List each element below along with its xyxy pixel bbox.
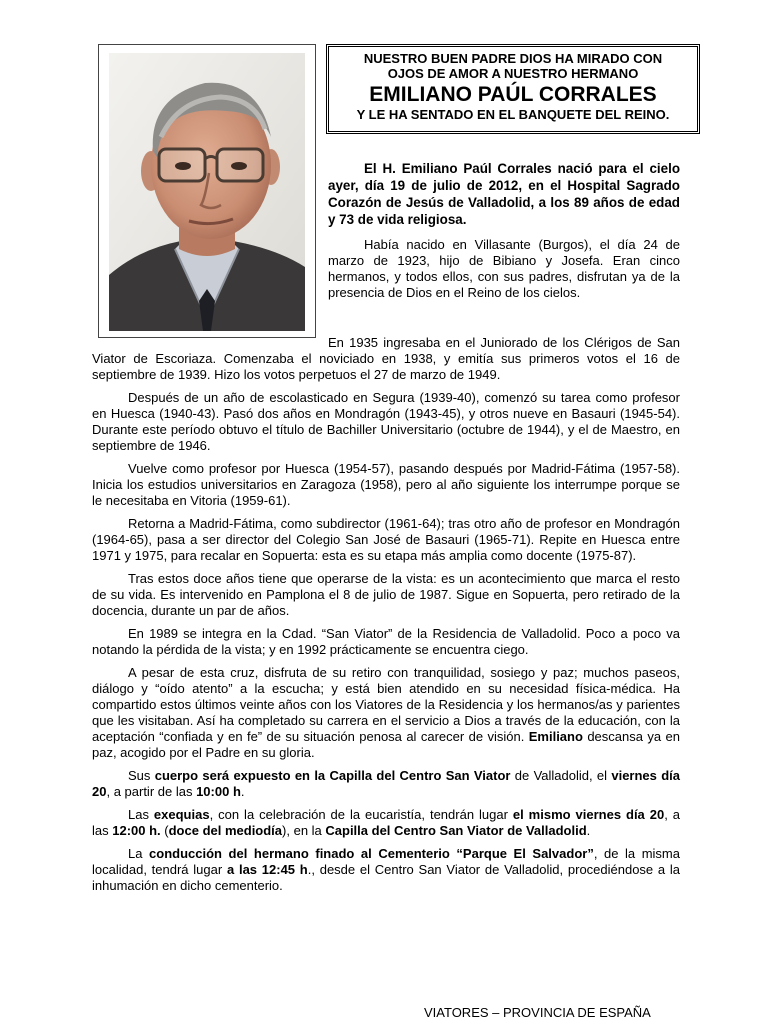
deceased-name: EMILIANO PAÚL CORRALES (369, 82, 657, 106)
madrid-paragraph: Retorna a Madrid-Fátima, como subdirector (1961-64); tras otro año de profesor en Mondragón (1964-65), pasa a ser director del Colegio San José de Basauri (1965-71). Repite en Huesca entre 1971 y 1975, para recalar en Sopuerta: esta es su etapa más amplia como docente (1975-87). (92, 516, 680, 563)
vista-paragraph: Tras estos doce años tiene que operarse de la vista: es un acontecimiento que marca el resto de su vida. Es intervenido en Pamplona el 8 de julio de 1987. Sigue en Sopuerta, pero retirado de la docencia, durante un par de años. (92, 571, 680, 618)
lead-paragraph: El H. Emiliano Paúl Corrales nació para el cielo ayer, día 19 de julio de 2012, en el Hospital Sagrado Corazón de Jesús de Valladolid, a los 89 años de edad y 73 de vida religiosa. (328, 161, 680, 227)
right-column-text (328, 160, 680, 303)
portrait-photo-frame (98, 44, 316, 338)
cruz-paragraph: A pesar de esta cruz, disfruta de su retiro con tranquilidad, sosiego y paz; muchos paseos, diálogo y “oído atento” a la escucha; y está bien atendido en su necesidad física-médica. Ha compartido estos últimos veinte años con los Viatores de la Residencia y los hermanos/as y parientes que les visitaban. Así ha completado su carrera en el servicio a Dios a través de la educación, con la aceptación “confiada y en fe” de su situación penosa al carecer de visión. Emiliano descansa ya en paz, acogido por el Padre en su gloria. (92, 665, 680, 760)
footer-text: VIATORES – PROVINCIA DE ESPAÑA (424, 1005, 651, 1020)
title-line-1: NUESTRO BUEN PADRE DIOS HA MIRADO CON (363, 51, 663, 66)
conduccion-paragraph: La conducción del hermano finado al Cementerio “Parque El Salvador”, de la misma localidad, tendrá lugar a las 12:45 h., desde el Centro San Viator de Valladolid, procediéndose a la inhumación en dicho cementerio. (92, 846, 681, 893)
cuerpo-paragraph: Sus cuerpo será expuesto en la Capilla del Centro San Viator de Valladolid, el viernes día 20, a partir de las 10:00 h. (92, 768, 680, 799)
portrait-photo (109, 53, 305, 331)
title-box (326, 44, 700, 134)
exequias-paragraph: Las exequias, con la celebración de la eucaristía, tendrán lugar el mismo viernes día 20, a las 12:00 h. (doce del mediodía), en la Capilla del Centro San Viator de Valladolid. (92, 807, 680, 838)
main-text (92, 335, 680, 901)
title-line-3: Y LE HA SENTADO EN EL BANQUETE DEL REINO. (356, 107, 670, 123)
valladolid-paragraph: En 1989 se integra en la Cdad. “San Viator” de la Residencia de Valladolid. Poco a poco va notando la pérdida de la vista; y en 1992 prácticamente se encuentra ciego. (92, 626, 680, 657)
birth-paragraph: Había nacido en Villasante (Burgos), el día 24 de marzo de 1923, hijo de Bibiano y Josefa. Eran cinco hermanos, y todos ellos, con sus padres, disfrutan ya de la presencia de Dios en el Reino de los cielos. (328, 237, 680, 300)
huesca-paragraph: Vuelve como profesor por Huesca (1954-57), pasando después por Madrid-Fátima (1957-58). Inicia los estudios universitarios en Zaragoza (1958), pero al año siguiente los interrumpe porque se le necesitaba en Vitoria (1959-61). (92, 461, 680, 508)
title-line-2: OJOS DE AMOR A NUESTRO HERMANO (387, 65, 639, 81)
segura-paragraph: Después de un año de escolasticado en Segura (1939-40), comenzó su tarea como profesor en Huesca (1940-43). Pasó dos años en Mondragón (1943-45), y otros nueve en Basauri (1945-54). Durante este período obtuvo el título de Bachiller Universitario (octubre de 1944), y el de Maestro, en septiembre de 1946. (92, 390, 680, 453)
juniorado-paragraph: En 1935 ingresaba en el Juniorado de los Clérigos de San Viator de Escoriaza. Comenzaba el noviciado en 1938, y emitía sus primeros votos el 16 de septiembre de 1939. Hizo los votos perpetuos el 27 de marzo de 1949. (92, 335, 680, 382)
